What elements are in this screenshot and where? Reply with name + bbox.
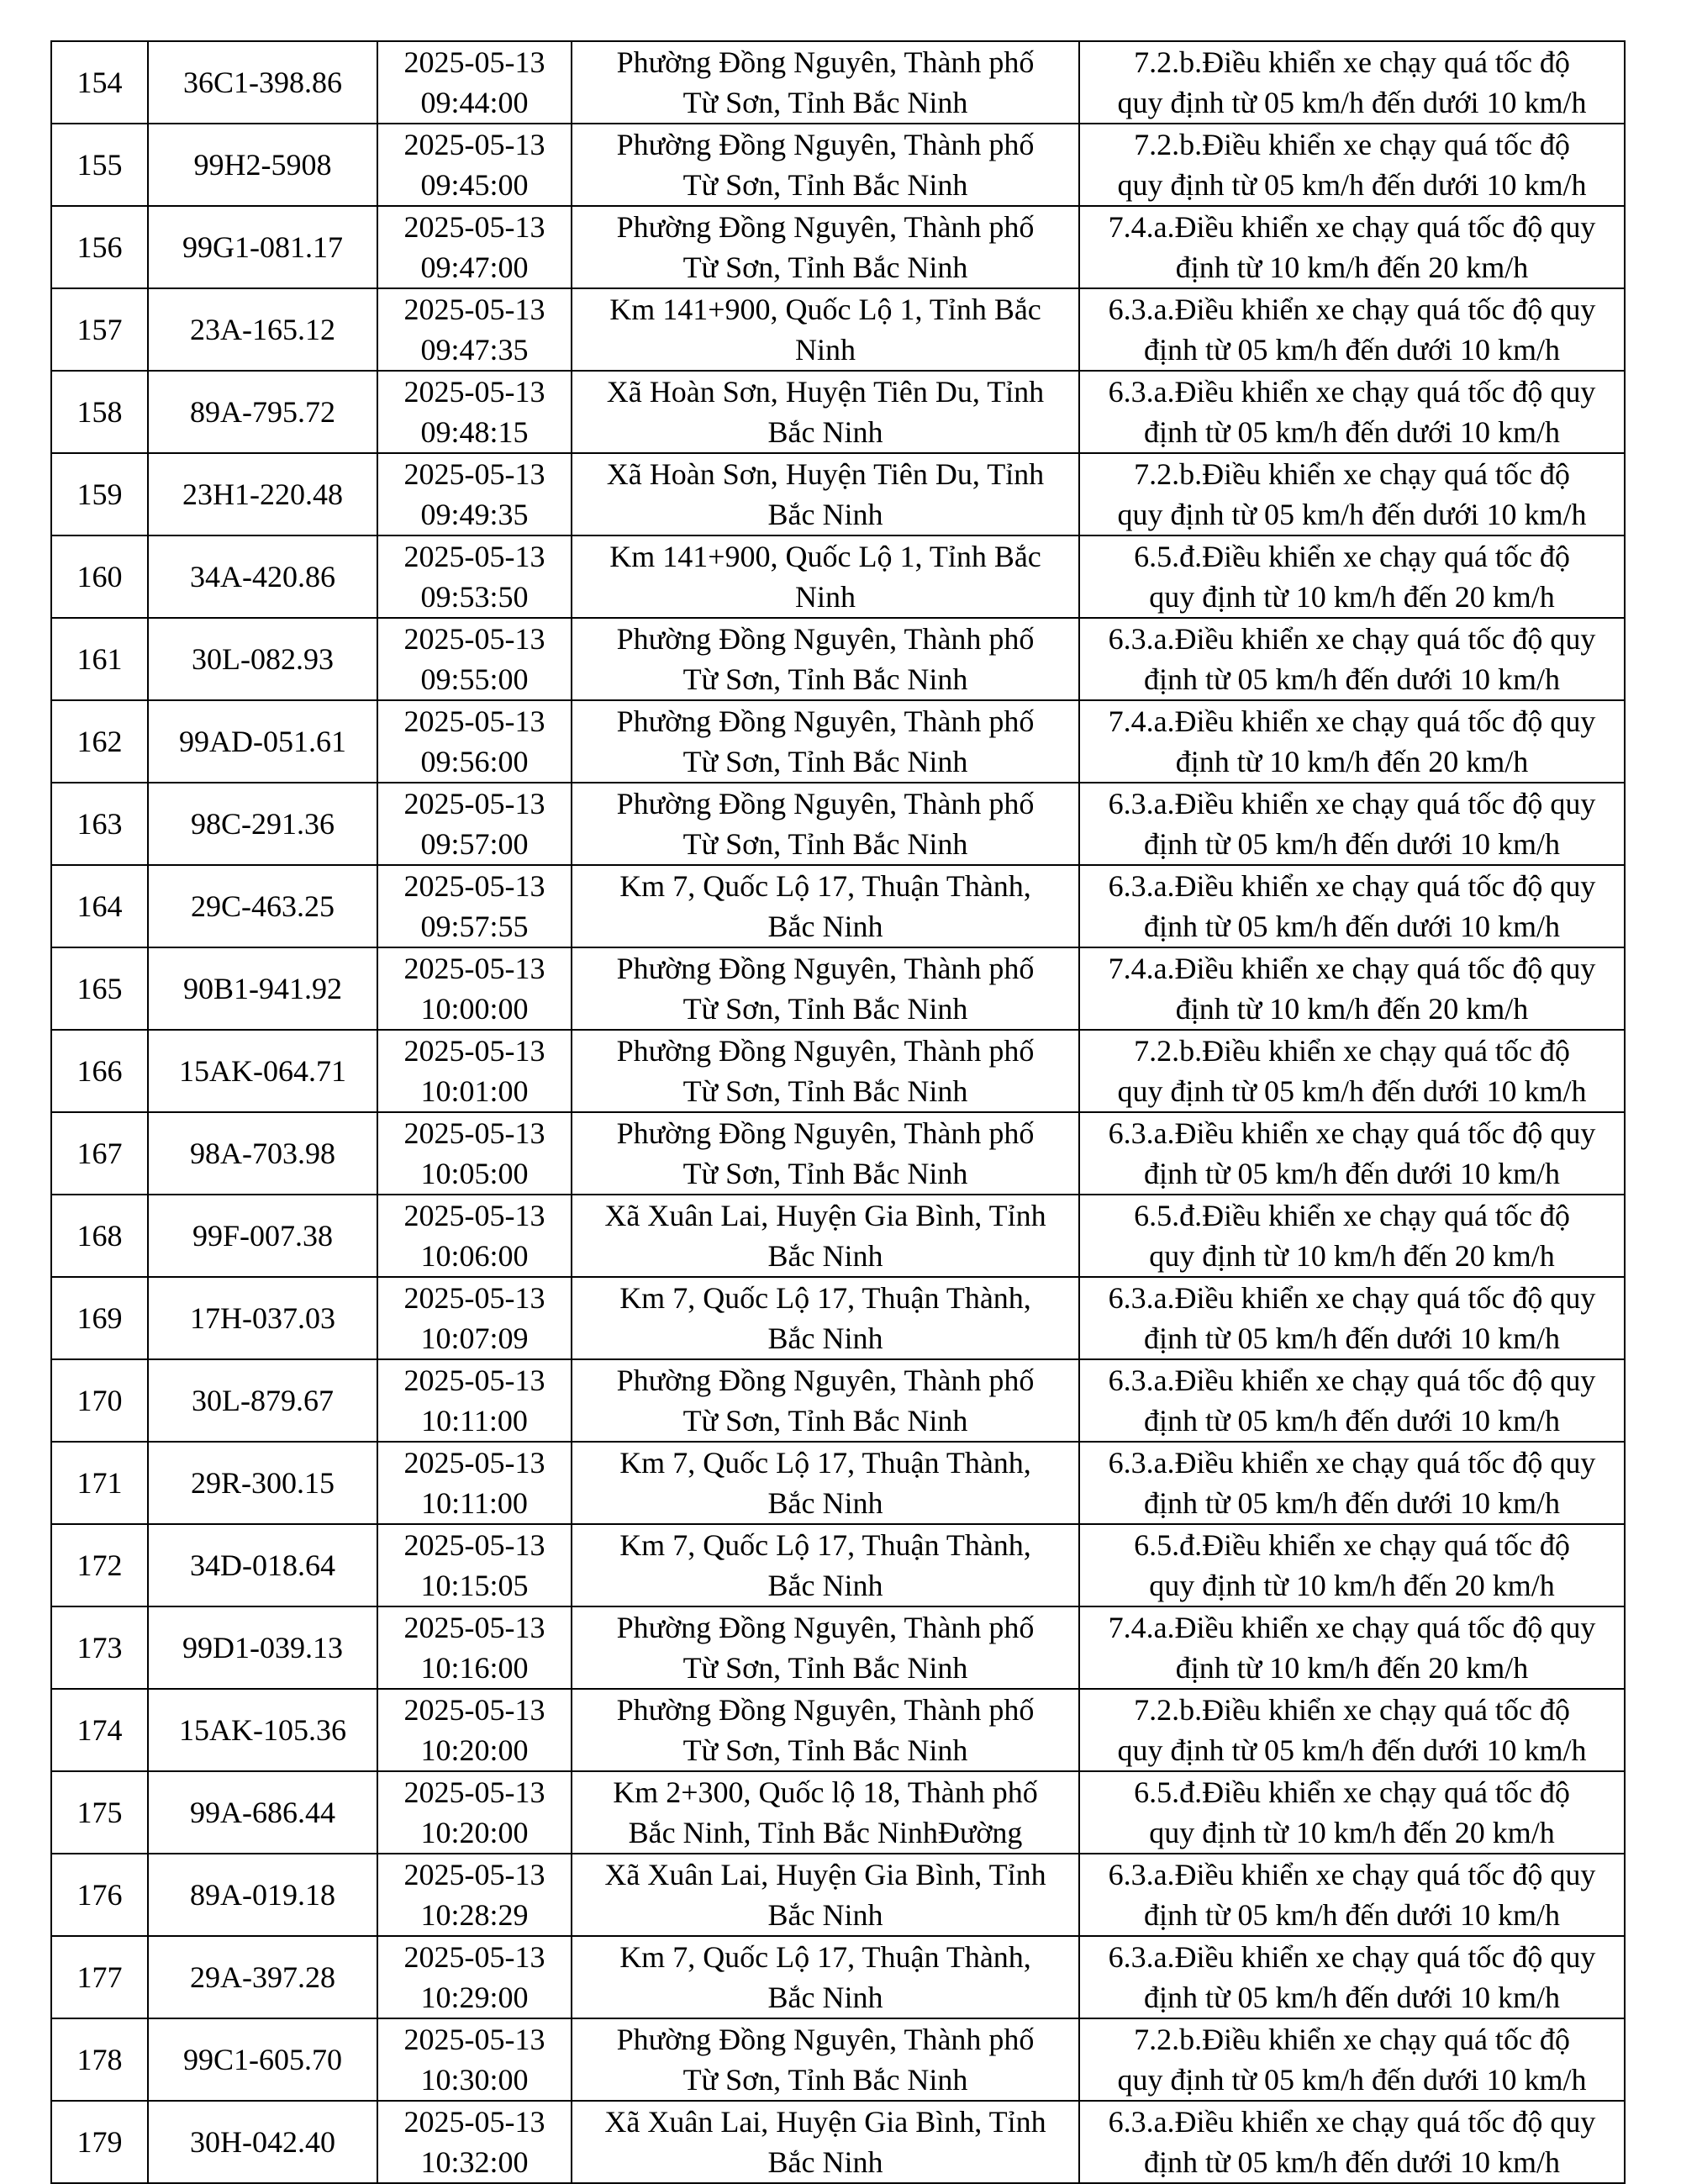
license-plate-cell: 29R-300.15 — [148, 1442, 377, 1524]
table-row — [51, 700, 1625, 783]
location-cell: Phường Đồng Nguyên, Thành phố Từ Sơn, Tỉnh Bắc Ninh — [572, 1606, 1079, 1689]
datetime-cell: 2025-05-13 09:57:00 — [377, 783, 572, 865]
table-row — [51, 1936, 1625, 2018]
table-row — [51, 41, 1625, 124]
table-row — [51, 1030, 1625, 1112]
table-row — [51, 1112, 1625, 1195]
datetime-cell: 2025-05-13 10:07:09 — [377, 1277, 572, 1359]
license-plate-cell: 29A-397.28 — [148, 1936, 377, 2018]
location-cell: Xã Hoàn Sơn, Huyện Tiên Du, Tỉnh Bắc Ninh — [572, 371, 1079, 453]
violation-cell: 7.2.b.Điều khiển xe chạy quá tốc độ quy định từ 05 km/h đến dưới 10 km/h — [1079, 1030, 1625, 1112]
violation-cell: 7.2.b.Điều khiển xe chạy quá tốc độ quy định từ 05 km/h đến dưới 10 km/h — [1079, 124, 1625, 206]
location-cell: Km 7, Quốc Lộ 17, Thuận Thành, Bắc Ninh — [572, 1524, 1079, 1606]
violations-table — [50, 40, 1626, 2184]
license-plate-cell: 30H-042.40 — [148, 2101, 377, 2183]
license-plate-cell: 99C1-605.70 — [148, 2018, 377, 2101]
location-cell: Phường Đồng Nguyên, Thành phố Từ Sơn, Tỉnh Bắc Ninh — [572, 2018, 1079, 2101]
row-number-cell: 177 — [51, 1936, 148, 2018]
row-number-cell: 172 — [51, 1524, 148, 1606]
row-number-cell: 163 — [51, 783, 148, 865]
violation-cell: 7.4.a.Điều khiển xe chạy quá tốc độ quy định từ 10 km/h đến 20 km/h — [1079, 700, 1625, 783]
table-row — [51, 206, 1625, 288]
license-plate-cell: 98C-291.36 — [148, 783, 377, 865]
table-row — [51, 1442, 1625, 1524]
location-cell: Phường Đồng Nguyên, Thành phố Từ Sơn, Tỉnh Bắc Ninh — [572, 206, 1079, 288]
table-body — [51, 41, 1625, 2183]
location-cell: Xã Xuân Lai, Huyện Gia Bình, Tỉnh Bắc Ninh — [572, 2101, 1079, 2183]
table-row — [51, 288, 1625, 371]
license-plate-cell: 98A-703.98 — [148, 1112, 377, 1195]
violation-cell: 7.2.b.Điều khiển xe chạy quá tốc độ quy định từ 05 km/h đến dưới 10 km/h — [1079, 1689, 1625, 1771]
location-cell: Km 7, Quốc Lộ 17, Thuận Thành, Bắc Ninh — [572, 865, 1079, 947]
license-plate-cell: 34D-018.64 — [148, 1524, 377, 1606]
row-number-cell: 170 — [51, 1359, 148, 1442]
datetime-cell: 2025-05-13 10:20:00 — [377, 1771, 572, 1854]
location-cell: Phường Đồng Nguyên, Thành phố Từ Sơn, Tỉnh Bắc Ninh — [572, 618, 1079, 700]
datetime-cell: 2025-05-13 10:16:00 — [377, 1606, 572, 1689]
violation-cell: 7.2.b.Điều khiển xe chạy quá tốc độ quy định từ 05 km/h đến dưới 10 km/h — [1079, 41, 1625, 124]
violation-cell: 6.3.a.Điều khiển xe chạy quá tốc độ quy định từ 05 km/h đến dưới 10 km/h — [1079, 2101, 1625, 2183]
datetime-cell: 2025-05-13 09:47:35 — [377, 288, 572, 371]
row-number-cell: 175 — [51, 1771, 148, 1854]
location-cell: Phường Đồng Nguyên, Thành phố Từ Sơn, Tỉnh Bắc Ninh — [572, 947, 1079, 1030]
row-number-cell: 160 — [51, 535, 148, 618]
datetime-cell: 2025-05-13 10:01:00 — [377, 1030, 572, 1112]
violation-cell: 6.3.a.Điều khiển xe chạy quá tốc độ quy định từ 05 km/h đến dưới 10 km/h — [1079, 371, 1625, 453]
table-row — [51, 783, 1625, 865]
row-number-cell: 154 — [51, 41, 148, 124]
violation-cell: 6.3.a.Điều khiển xe chạy quá tốc độ quy định từ 05 km/h đến dưới 10 km/h — [1079, 1277, 1625, 1359]
location-cell: Xã Hoàn Sơn, Huyện Tiên Du, Tỉnh Bắc Ninh — [572, 453, 1079, 535]
row-number-cell: 178 — [51, 2018, 148, 2101]
datetime-cell: 2025-05-13 10:20:00 — [377, 1689, 572, 1771]
datetime-cell: 2025-05-13 09:53:50 — [377, 535, 572, 618]
row-number-cell: 158 — [51, 371, 148, 453]
table-row — [51, 2101, 1625, 2183]
violation-cell: 7.2.b.Điều khiển xe chạy quá tốc độ quy định từ 05 km/h đến dưới 10 km/h — [1079, 453, 1625, 535]
location-cell: Km 7, Quốc Lộ 17, Thuận Thành, Bắc Ninh — [572, 1277, 1079, 1359]
location-cell: Km 7, Quốc Lộ 17, Thuận Thành, Bắc Ninh — [572, 1936, 1079, 2018]
row-number-cell: 164 — [51, 865, 148, 947]
location-cell: Km 2+300, Quốc lộ 18, Thành phố Bắc Ninh, Tỉnh Bắc NinhĐường — [572, 1771, 1079, 1854]
location-cell: Phường Đồng Nguyên, Thành phố Từ Sơn, Tỉnh Bắc Ninh — [572, 1359, 1079, 1442]
violation-cell: 6.3.a.Điều khiển xe chạy quá tốc độ quy định từ 05 km/h đến dưới 10 km/h — [1079, 1359, 1625, 1442]
license-plate-cell: 99F-007.38 — [148, 1195, 377, 1277]
license-plate-cell: 29C-463.25 — [148, 865, 377, 947]
datetime-cell: 2025-05-13 09:49:35 — [377, 453, 572, 535]
violation-cell: 7.4.a.Điều khiển xe chạy quá tốc độ quy định từ 10 km/h đến 20 km/h — [1079, 206, 1625, 288]
row-number-cell: 176 — [51, 1854, 148, 1936]
table-row — [51, 535, 1625, 618]
datetime-cell: 2025-05-13 10:11:00 — [377, 1442, 572, 1524]
table-row — [51, 618, 1625, 700]
row-number-cell: 166 — [51, 1030, 148, 1112]
datetime-cell: 2025-05-13 10:11:00 — [377, 1359, 572, 1442]
table-row — [51, 371, 1625, 453]
datetime-cell: 2025-05-13 10:06:00 — [377, 1195, 572, 1277]
datetime-cell: 2025-05-13 09:57:55 — [377, 865, 572, 947]
table-row — [51, 1195, 1625, 1277]
location-cell: Xã Xuân Lai, Huyện Gia Bình, Tỉnh Bắc Ninh — [572, 1854, 1079, 1936]
row-number-cell: 157 — [51, 288, 148, 371]
datetime-cell: 2025-05-13 10:29:00 — [377, 1936, 572, 2018]
table-row — [51, 947, 1625, 1030]
datetime-cell: 2025-05-13 09:48:15 — [377, 371, 572, 453]
row-number-cell: 155 — [51, 124, 148, 206]
row-number-cell: 162 — [51, 700, 148, 783]
datetime-cell: 2025-05-13 09:45:00 — [377, 124, 572, 206]
license-plate-cell: 17H-037.03 — [148, 1277, 377, 1359]
license-plate-cell: 34A-420.86 — [148, 535, 377, 618]
violation-cell: 7.4.a.Điều khiển xe chạy quá tốc độ quy định từ 10 km/h đến 20 km/h — [1079, 1606, 1625, 1689]
violation-cell: 6.5.đ.Điều khiển xe chạy quá tốc độ quy định từ 10 km/h đến 20 km/h — [1079, 1771, 1625, 1854]
row-number-cell: 174 — [51, 1689, 148, 1771]
datetime-cell: 2025-05-13 10:32:00 — [377, 2101, 572, 2183]
license-plate-cell: 30L-879.67 — [148, 1359, 377, 1442]
location-cell: Phường Đồng Nguyên, Thành phố Từ Sơn, Tỉnh Bắc Ninh — [572, 783, 1079, 865]
location-cell: Km 141+900, Quốc Lộ 1, Tỉnh Bắc Ninh — [572, 288, 1079, 371]
table-row — [51, 1854, 1625, 1936]
datetime-cell: 2025-05-13 09:44:00 — [377, 41, 572, 124]
row-number-cell: 171 — [51, 1442, 148, 1524]
license-plate-cell: 99G1-081.17 — [148, 206, 377, 288]
license-plate-cell: 23H1-220.48 — [148, 453, 377, 535]
row-number-cell: 173 — [51, 1606, 148, 1689]
row-number-cell: 156 — [51, 206, 148, 288]
license-plate-cell: 90B1-941.92 — [148, 947, 377, 1030]
license-plate-cell: 99A-686.44 — [148, 1771, 377, 1854]
violation-cell: 6.3.a.Điều khiển xe chạy quá tốc độ quy định từ 05 km/h đến dưới 10 km/h — [1079, 1112, 1625, 1195]
license-plate-cell: 15AK-105.36 — [148, 1689, 377, 1771]
datetime-cell: 2025-05-13 09:56:00 — [377, 700, 572, 783]
row-number-cell: 168 — [51, 1195, 148, 1277]
violation-cell: 6.3.a.Điều khiển xe chạy quá tốc độ quy định từ 05 km/h đến dưới 10 km/h — [1079, 288, 1625, 371]
location-cell: Phường Đồng Nguyên, Thành phố Từ Sơn, Tỉnh Bắc Ninh — [572, 1030, 1079, 1112]
license-plate-cell: 99D1-039.13 — [148, 1606, 377, 1689]
datetime-cell: 2025-05-13 10:30:00 — [377, 2018, 572, 2101]
table-row — [51, 1689, 1625, 1771]
row-number-cell: 161 — [51, 618, 148, 700]
violation-cell: 6.3.a.Điều khiển xe chạy quá tốc độ quy định từ 05 km/h đến dưới 10 km/h — [1079, 1854, 1625, 1936]
violation-cell: 6.5.đ.Điều khiển xe chạy quá tốc độ quy định từ 10 km/h đến 20 km/h — [1079, 1524, 1625, 1606]
table-row — [51, 124, 1625, 206]
license-plate-cell: 15AK-064.71 — [148, 1030, 377, 1112]
table-row — [51, 1771, 1625, 1854]
location-cell: Km 7, Quốc Lộ 17, Thuận Thành, Bắc Ninh — [572, 1442, 1079, 1524]
license-plate-cell: 30L-082.93 — [148, 618, 377, 700]
datetime-cell: 2025-05-13 10:00:00 — [377, 947, 572, 1030]
license-plate-cell: 89A-795.72 — [148, 371, 377, 453]
table-row — [51, 865, 1625, 947]
datetime-cell: 2025-05-13 10:05:00 — [377, 1112, 572, 1195]
row-number-cell: 169 — [51, 1277, 148, 1359]
location-cell: Km 141+900, Quốc Lộ 1, Tỉnh Bắc Ninh — [572, 535, 1079, 618]
license-plate-cell: 99H2-5908 — [148, 124, 377, 206]
license-plate-cell: 99AD-051.61 — [148, 700, 377, 783]
datetime-cell: 2025-05-13 09:47:00 — [377, 206, 572, 288]
location-cell: Phường Đồng Nguyên, Thành phố Từ Sơn, Tỉnh Bắc Ninh — [572, 41, 1079, 124]
row-number-cell: 179 — [51, 2101, 148, 2183]
violation-cell: 7.2.b.Điều khiển xe chạy quá tốc độ quy định từ 05 km/h đến dưới 10 km/h — [1079, 2018, 1625, 2101]
license-plate-cell: 89A-019.18 — [148, 1854, 377, 1936]
row-number-cell: 167 — [51, 1112, 148, 1195]
violation-cell: 6.3.a.Điều khiển xe chạy quá tốc độ quy định từ 05 km/h đến dưới 10 km/h — [1079, 1936, 1625, 2018]
row-number-cell: 165 — [51, 947, 148, 1030]
violation-cell: 6.3.a.Điều khiển xe chạy quá tốc độ quy định từ 05 km/h đến dưới 10 km/h — [1079, 783, 1625, 865]
datetime-cell: 2025-05-13 10:15:05 — [377, 1524, 572, 1606]
violation-cell: 6.3.a.Điều khiển xe chạy quá tốc độ quy định từ 05 km/h đến dưới 10 km/h — [1079, 1442, 1625, 1524]
table-row — [51, 453, 1625, 535]
location-cell: Phường Đồng Nguyên, Thành phố Từ Sơn, Tỉnh Bắc Ninh — [572, 1689, 1079, 1771]
datetime-cell: 2025-05-13 09:55:00 — [377, 618, 572, 700]
violation-cell: 7.4.a.Điều khiển xe chạy quá tốc độ quy định từ 10 km/h đến 20 km/h — [1079, 947, 1625, 1030]
table-row — [51, 1359, 1625, 1442]
table-row — [51, 1524, 1625, 1606]
location-cell: Phường Đồng Nguyên, Thành phố Từ Sơn, Tỉnh Bắc Ninh — [572, 124, 1079, 206]
location-cell: Phường Đồng Nguyên, Thành phố Từ Sơn, Tỉnh Bắc Ninh — [572, 700, 1079, 783]
datetime-cell: 2025-05-13 10:28:29 — [377, 1854, 572, 1936]
violation-cell: 6.5.đ.Điều khiển xe chạy quá tốc độ quy định từ 10 km/h đến 20 km/h — [1079, 535, 1625, 618]
table-row — [51, 2018, 1625, 2101]
table-row — [51, 1277, 1625, 1359]
license-plate-cell: 23A-165.12 — [148, 288, 377, 371]
row-number-cell: 159 — [51, 453, 148, 535]
violation-cell: 6.5.đ.Điều khiển xe chạy quá tốc độ quy định từ 10 km/h đến 20 km/h — [1079, 1195, 1625, 1277]
location-cell: Xã Xuân Lai, Huyện Gia Bình, Tỉnh Bắc Ninh — [572, 1195, 1079, 1277]
license-plate-cell: 36C1-398.86 — [148, 41, 377, 124]
violation-cell: 6.3.a.Điều khiển xe chạy quá tốc độ quy định từ 05 km/h đến dưới 10 km/h — [1079, 618, 1625, 700]
violation-cell: 6.3.a.Điều khiển xe chạy quá tốc độ quy định từ 05 km/h đến dưới 10 km/h — [1079, 865, 1625, 947]
table-row — [51, 1606, 1625, 1689]
location-cell: Phường Đồng Nguyên, Thành phố Từ Sơn, Tỉnh Bắc Ninh — [572, 1112, 1079, 1195]
